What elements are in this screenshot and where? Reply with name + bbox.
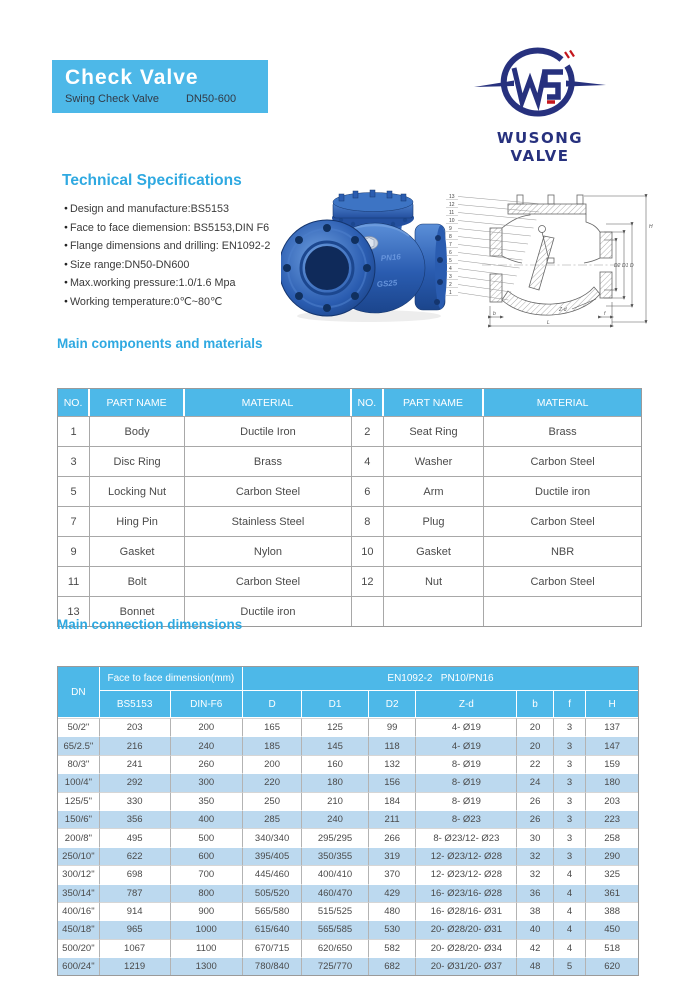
table-cell: 565/585 (302, 920, 369, 938)
table-cell: 319 (369, 847, 417, 865)
table-cell: 26 (517, 792, 554, 810)
table-cell: 184 (369, 792, 417, 810)
table-cell: 4 (554, 884, 586, 902)
components-table (57, 388, 642, 627)
column-group-en1092: EN1092-2 PN10/PN16 (243, 667, 638, 691)
table-cell: 258 (586, 828, 638, 846)
table-cell: 20 (517, 736, 554, 754)
table-cell: 505/520 (243, 884, 302, 902)
table-cell: 330 (100, 792, 171, 810)
table-cell: 388 (586, 902, 638, 920)
table-cell: Disc Ring (90, 446, 185, 476)
table-cell: 450/18" (58, 920, 100, 938)
table-cell: 300 (171, 773, 244, 791)
table-cell: Nylon (185, 536, 352, 566)
part-callout: 6 (449, 250, 452, 256)
table-cell: 20- Ø31/20- Ø37 (416, 957, 517, 975)
table-cell: 3 (554, 736, 586, 754)
table-row (58, 718, 638, 736)
table-cell: 5 (58, 476, 90, 506)
section-heading-specs: Technical Specifications (62, 172, 242, 189)
column-header: PART NAME (384, 389, 484, 416)
table-cell: 65/2.5" (58, 736, 100, 754)
table-cell: Gasket (384, 536, 484, 566)
table-cell: 1219 (100, 957, 171, 975)
part-callout: 4 (449, 266, 452, 272)
table-cell: 800 (171, 884, 244, 902)
valve-photo-image (281, 164, 451, 324)
table-cell: 7 (58, 506, 90, 536)
table-cell: 615/640 (243, 920, 302, 938)
table-cell: 10 (352, 536, 384, 566)
table-cell: 50/2" (58, 718, 100, 736)
table-row (58, 902, 638, 920)
table-cell: 500 (171, 828, 244, 846)
table-row (58, 755, 638, 773)
dim-label-L: L (547, 320, 550, 326)
table-cell: 292 (100, 773, 171, 791)
table-row (58, 773, 638, 791)
table-row (58, 792, 638, 810)
part-callout: 13 (449, 194, 455, 200)
table-cell: Locking Nut (90, 476, 185, 506)
part-callout: 12 (449, 202, 455, 208)
column-header: D1 (302, 691, 369, 718)
table-cell: 132 (369, 755, 417, 773)
brand-logo-icon (468, 40, 612, 128)
table-cell: 4- Ø19 (416, 736, 517, 754)
table-cell: 12- Ø23/12- Ø28 (416, 847, 517, 865)
table-cell: 220 (243, 773, 302, 791)
table-cell: 3 (554, 810, 586, 828)
table-row (58, 884, 638, 902)
part-callout: 11 (449, 210, 455, 216)
table-cell: 223 (586, 810, 638, 828)
table-cell: 156 (369, 773, 417, 791)
table-cell: 450 (586, 920, 638, 938)
valve-drawing-image (444, 168, 660, 334)
table-cell: 200/8" (58, 828, 100, 846)
brand-logo (468, 40, 612, 165)
table-cell: 400/16" (58, 902, 100, 920)
table-cell: 2 (352, 416, 384, 446)
table-cell: 1000 (171, 920, 244, 938)
table-cell: 118 (369, 736, 417, 754)
table-cell: 787 (100, 884, 171, 902)
table-cell: 400 (171, 810, 244, 828)
table-cell: 582 (369, 939, 417, 957)
table-cell: 159 (586, 755, 638, 773)
table-cell: 266 (369, 828, 417, 846)
table-row (58, 939, 638, 957)
column-header: b (517, 691, 554, 718)
spec-list (64, 200, 270, 312)
table-cell: 350 (171, 792, 244, 810)
table-cell: 429 (369, 884, 417, 902)
table-cell: 620 (586, 957, 638, 975)
components-header-row (58, 389, 641, 416)
column-header: MATERIAL (185, 389, 352, 416)
table-cell: 16- Ø23/16- Ø28 (416, 884, 517, 902)
dim-label-D1: D1 (622, 263, 629, 269)
table-cell: 600/24" (58, 957, 100, 975)
table-cell: 160 (302, 755, 369, 773)
table-cell: 147 (586, 736, 638, 754)
table-cell: 565/580 (243, 902, 302, 920)
table-cell: Ductile iron (484, 476, 641, 506)
table-cell: 38 (517, 902, 554, 920)
valve-photo (281, 164, 451, 324)
left-flange (281, 220, 375, 316)
table-cell: Washer (384, 446, 484, 476)
table-row (58, 828, 638, 846)
table-cell: 780/840 (243, 957, 302, 975)
table-cell: 3 (554, 828, 586, 846)
column-header: D2 (369, 691, 417, 718)
table-cell: 241 (100, 755, 171, 773)
table-cell: 285 (243, 810, 302, 828)
spec-item: ● Working temperature:0℃~80℃ (64, 293, 270, 312)
spec-item: ● Flange dimensions and drilling: EN1092-2 (64, 237, 270, 256)
table-cell: 900 (171, 902, 244, 920)
table-cell: 200 (243, 755, 302, 773)
table-cell: 36 (517, 884, 554, 902)
table-cell: 42 (517, 939, 554, 957)
table-cell: Body (90, 416, 185, 446)
table-cell: Bonnet (90, 596, 185, 626)
table-cell: 3 (554, 718, 586, 736)
brand-name: WUSONG VALVE (496, 129, 584, 165)
table-cell: 1 (58, 416, 90, 446)
table-cell: 20- Ø28/20- Ø31 (416, 920, 517, 938)
table-cell: 350/355 (302, 847, 369, 865)
table-cell: 4 (554, 939, 586, 957)
table-cell: 137 (586, 718, 638, 736)
table-cell: 361 (586, 884, 638, 902)
section-heading-dimensions: Main connection dimensions (57, 617, 243, 632)
dim-label-b: b (493, 311, 496, 317)
table-cell: 8- Ø19 (416, 755, 517, 773)
size-range-label: DN50-600 (185, 93, 237, 106)
product-title-box (52, 60, 268, 113)
table-cell: Carbon Steel (484, 506, 641, 536)
table-cell: Ductile iron (185, 596, 352, 626)
dim-label-D: D (630, 263, 634, 269)
table-cell: 125 (302, 718, 369, 736)
table-cell: 356 (100, 810, 171, 828)
table-cell: 965 (100, 920, 171, 938)
column-header-dn: DN (58, 667, 100, 718)
table-cell: 5 (554, 957, 586, 975)
table-cell: 1067 (100, 939, 171, 957)
table-cell: 325 (586, 865, 638, 883)
table-cell: 1100 (171, 939, 244, 957)
table-cell: 20 (517, 718, 554, 736)
cast-mark: PN16 (380, 252, 402, 263)
table-cell: 210 (302, 792, 369, 810)
table-cell: 6 (352, 476, 384, 506)
table-cell: 480 (369, 902, 417, 920)
table-cell: 8- Ø19 (416, 773, 517, 791)
part-callout: 1 (449, 290, 452, 296)
table-cell: 1300 (171, 957, 244, 975)
components-body (58, 416, 641, 626)
part-callout: 2 (449, 282, 452, 288)
table-cell: 914 (100, 902, 171, 920)
table-cell: 80/3" (58, 755, 100, 773)
table-cell: 3 (554, 847, 586, 865)
table-cell: 240 (171, 736, 244, 754)
table-cell: 700 (171, 865, 244, 883)
table-cell: 682 (369, 957, 417, 975)
table-cell: 40 (517, 920, 554, 938)
table-cell: 180 (586, 773, 638, 791)
table-cell: 518 (586, 939, 638, 957)
part-callout: 8 (449, 234, 452, 240)
table-cell: 530 (369, 920, 417, 938)
table-cell: 12 (352, 566, 384, 596)
table-cell: 4- Ø19 (416, 718, 517, 736)
dimensions-subheader-row (58, 691, 638, 718)
spec-item: ● Size range:DN50-DN600 (64, 256, 270, 275)
column-header: DIN-F6 (171, 691, 244, 718)
table-cell: 203 (100, 718, 171, 736)
table-cell: 211 (369, 810, 417, 828)
table-cell: 4 (554, 865, 586, 883)
table-cell (484, 596, 641, 626)
dim-label-D2: D2 (614, 263, 621, 269)
column-header: PART NAME (90, 389, 185, 416)
cast-mark: GS25 (376, 278, 398, 289)
table-cell: 125/5" (58, 792, 100, 810)
table-cell (352, 596, 384, 626)
table-cell: 515/525 (302, 902, 369, 920)
table-cell: 240 (302, 810, 369, 828)
table-cell: 13 (58, 596, 90, 626)
table-cell: 16- Ø28/16- Ø31 (416, 902, 517, 920)
table-row (58, 865, 638, 883)
table-cell: 200 (171, 718, 244, 736)
table-cell: Stainless Steel (185, 506, 352, 536)
table-cell: Plug (384, 506, 484, 536)
table-cell: 460/470 (302, 884, 369, 902)
table-cell: 8- Ø23/12- Ø23 (416, 828, 517, 846)
column-header: f (554, 691, 586, 718)
column-header: NO. (58, 389, 90, 416)
table-cell: Carbon Steel (484, 446, 641, 476)
table-cell: 698 (100, 865, 171, 883)
table-cell: Nut (384, 566, 484, 596)
table-cell: 3 (554, 792, 586, 810)
table-cell: 250 (243, 792, 302, 810)
table-cell: 26 (517, 810, 554, 828)
spec-item: ● Max.working pressure:1.0/1.6 Mpa (64, 274, 270, 293)
valve-type-label: Swing Check Valve (65, 93, 159, 106)
table-cell: 30 (517, 828, 554, 846)
column-header: H (586, 691, 638, 718)
valve-drawing (444, 168, 660, 334)
table-cell: 100/4" (58, 773, 100, 791)
table-cell: 203 (586, 792, 638, 810)
table-cell: Carbon Steel (484, 566, 641, 596)
part-callout: 5 (449, 258, 452, 264)
section-outline (482, 195, 620, 315)
table-cell (384, 596, 484, 626)
table-cell: 500/20" (58, 939, 100, 957)
dim-label-Zd: Z-d (559, 307, 567, 313)
table-cell: 3 (554, 755, 586, 773)
table-cell: NBR (484, 536, 641, 566)
table-cell: 400/410 (302, 865, 369, 883)
table-cell: Brass (185, 446, 352, 476)
table-cell: 340/340 (243, 828, 302, 846)
table-cell: 99 (369, 718, 417, 736)
page-title: Check Valve (65, 66, 199, 89)
table-cell: 622 (100, 847, 171, 865)
column-header: Z-d (416, 691, 517, 718)
table-cell: 9 (58, 536, 90, 566)
table-row (58, 847, 638, 865)
table-cell: 3 (554, 773, 586, 791)
table-cell: Bolt (90, 566, 185, 596)
table-row (58, 920, 638, 938)
table-row (58, 416, 641, 446)
table-cell: 145 (302, 736, 369, 754)
table-row (58, 566, 641, 596)
table-cell: Hing Pin (90, 506, 185, 536)
table-cell: Ductile Iron (185, 416, 352, 446)
table-cell: 185 (243, 736, 302, 754)
table-cell: 495 (100, 828, 171, 846)
part-callout: 7 (449, 242, 452, 248)
column-header: D (243, 691, 302, 718)
table-cell: 600 (171, 847, 244, 865)
column-header: NO. (352, 389, 384, 416)
table-cell: 12- Ø23/12- Ø28 (416, 865, 517, 883)
table-cell: 350/14" (58, 884, 100, 902)
table-cell: 290 (586, 847, 638, 865)
table-cell: Arm (384, 476, 484, 506)
table-cell: 4 (554, 920, 586, 938)
table-cell: 8- Ø23 (416, 810, 517, 828)
table-cell: 22 (517, 755, 554, 773)
dimensions-body (58, 718, 638, 975)
table-cell: 300/12" (58, 865, 100, 883)
table-cell: 4 (352, 446, 384, 476)
table-cell: 216 (100, 736, 171, 754)
table-cell: 165 (243, 718, 302, 736)
table-row (58, 536, 641, 566)
table-cell: 180 (302, 773, 369, 791)
dim-label-f: f (604, 311, 606, 317)
column-header: BS5153 (100, 691, 171, 718)
table-cell: 725/770 (302, 957, 369, 975)
table-cell: 24 (517, 773, 554, 791)
table-cell: 3 (58, 446, 90, 476)
table-cell: Gasket (90, 536, 185, 566)
table-row (58, 476, 641, 506)
table-cell: Carbon Steel (185, 566, 352, 596)
table-row (58, 957, 638, 975)
table-cell: 32 (517, 865, 554, 883)
spec-item: ● Face to face diemension: BS5153,DIN F6 (64, 219, 270, 238)
table-cell: 20- Ø28/20- Ø34 (416, 939, 517, 957)
table-cell: 295/295 (302, 828, 369, 846)
table-cell: 8- Ø19 (416, 792, 517, 810)
column-header: MATERIAL (484, 389, 641, 416)
table-cell: 150/6" (58, 810, 100, 828)
table-cell: 260 (171, 755, 244, 773)
table-row (58, 446, 641, 476)
table-cell: 395/405 (243, 847, 302, 865)
product-subtitle (65, 93, 268, 105)
table-cell: 32 (517, 847, 554, 865)
part-callout: 10 (449, 218, 455, 224)
table-cell: 670/715 (243, 939, 302, 957)
table-row (58, 736, 638, 754)
table-row (58, 810, 638, 828)
table-cell: 370 (369, 865, 417, 883)
table-cell: Carbon Steel (185, 476, 352, 506)
part-callout: 9 (449, 226, 452, 232)
column-group-face-to-face: Face to face dimension(mm) (100, 667, 243, 691)
table-cell: 445/460 (243, 865, 302, 883)
table-row (58, 506, 641, 536)
dim-label-H: H (649, 224, 653, 230)
table-cell: 250/10" (58, 847, 100, 865)
section-heading-components: Main components and materials (57, 336, 263, 351)
table-cell: 4 (554, 902, 586, 920)
table-cell: 620/650 (302, 939, 369, 957)
dimensions-table (57, 666, 639, 976)
table-cell: Brass (484, 416, 641, 446)
table-cell: 48 (517, 957, 554, 975)
table-cell: 11 (58, 566, 90, 596)
table-cell: 8 (352, 506, 384, 536)
spec-item: ● Design and manufacture:BS5153 (64, 200, 270, 219)
dimensions-group-header-row (58, 667, 638, 691)
table-cell: Seat Ring (384, 416, 484, 446)
part-callout: 3 (449, 274, 452, 280)
